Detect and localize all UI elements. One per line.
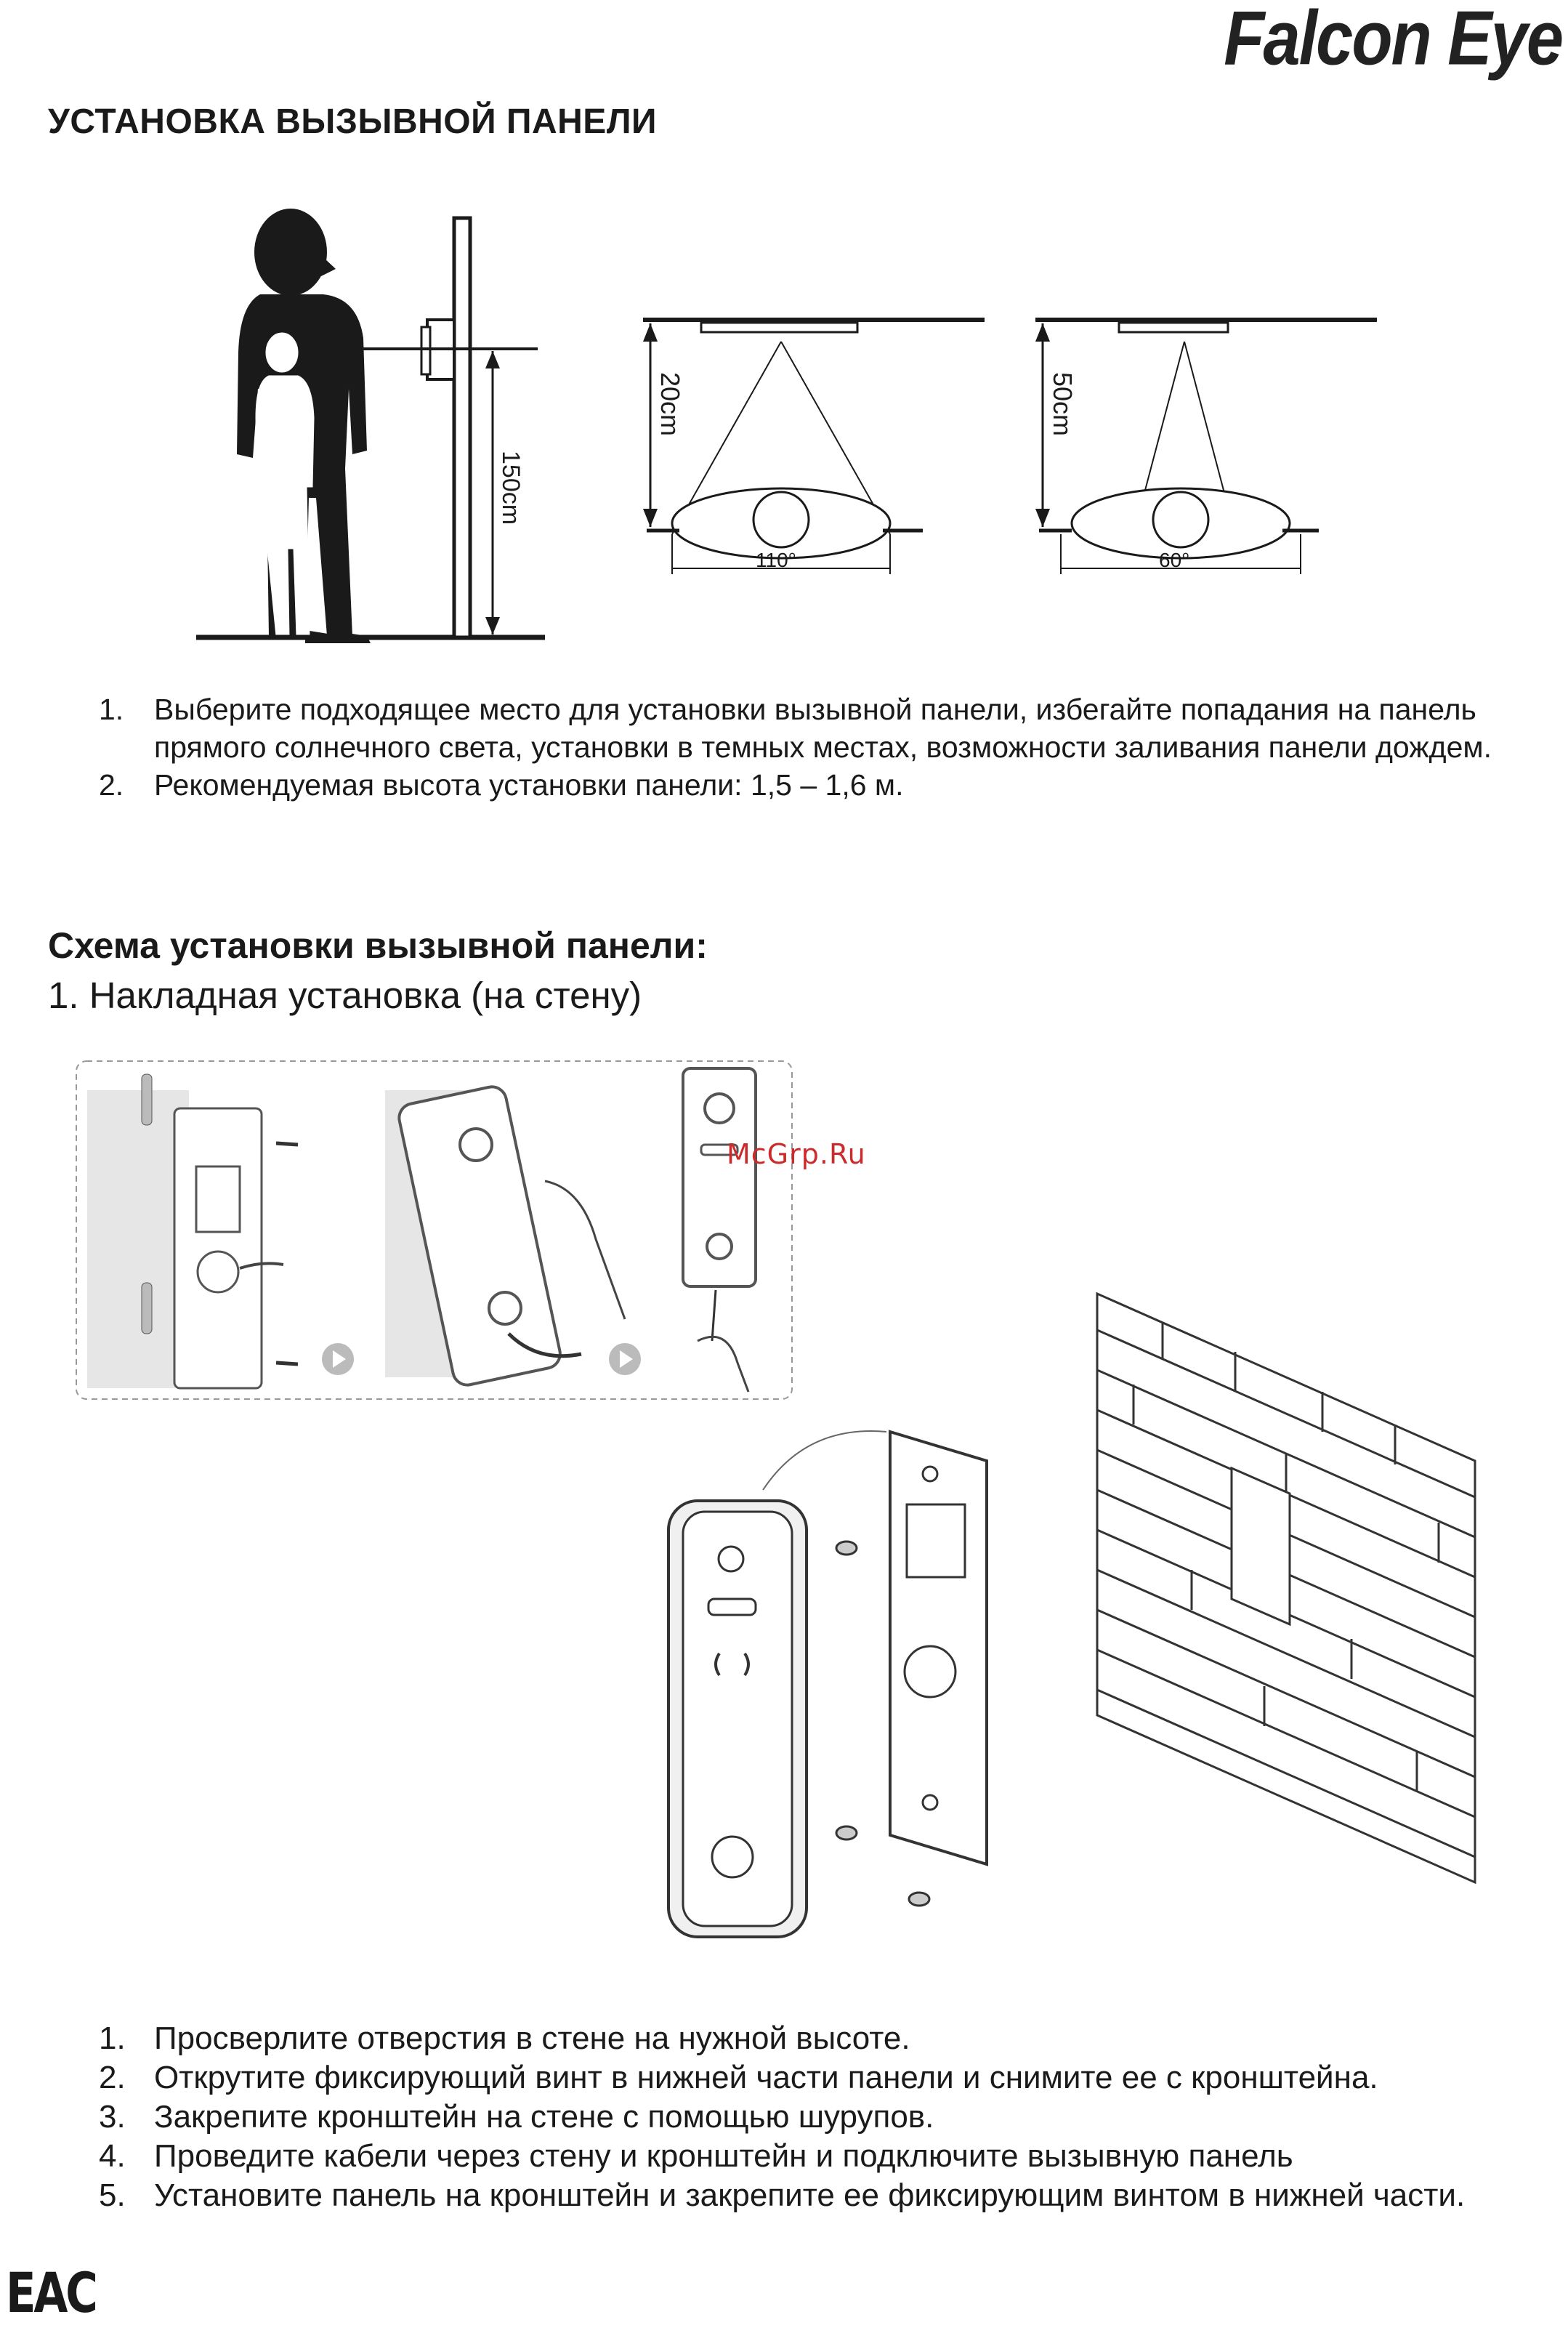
scheme-subtitle: 1. Накладная установка (на стену) bbox=[48, 975, 642, 1016]
intercom-panel bbox=[668, 1501, 807, 1937]
placement-instructions bbox=[51, 690, 1519, 804]
list-item: 2. Открутите фиксирующий винт в нижней части панели и снимите ее с кронштейна. bbox=[99, 2060, 1378, 2095]
list-item: 5. Установите панель на кронштейн и закрепите ее фиксирующим винтом в нижней части. bbox=[99, 2177, 1466, 2213]
watermark: McGrp.Ru bbox=[727, 1138, 866, 1170]
page-title: УСТАНОВКА ВЫЗЫВНОЙ ПАНЕЛИ bbox=[48, 102, 657, 141]
mounting-bracket bbox=[890, 1432, 987, 1864]
brand-word-2: Eye bbox=[1447, 0, 1562, 81]
mounting-height-illustration bbox=[196, 207, 559, 650]
call-button-icon bbox=[712, 1837, 753, 1877]
angle-label-2: 60° bbox=[1159, 549, 1190, 571]
list-item: 2. Рекомендуемая высота установки панели: 1,5 – 1,6 м. bbox=[99, 768, 904, 802]
installation-steps bbox=[51, 2019, 1519, 2215]
list-item: 1. Выберите подходящее место для установки вызывной панели, избегайте попадания на панель прямого солнечного света, установки в темных местах, возможности заливания панели дождем. bbox=[99, 693, 1492, 764]
list-item: 3. Закрепите кронштейн на стене с помощью шурупов. bbox=[99, 2099, 934, 2135]
brand-word-1: Falcon bbox=[1224, 0, 1431, 81]
exploded-mount-illustration bbox=[639, 1279, 1482, 1970]
distance-label-2: 50cm bbox=[1048, 372, 1078, 437]
eac-mark-icon: EAC bbox=[6, 2260, 96, 2325]
wall-opening bbox=[1232, 1468, 1290, 1624]
wall bbox=[454, 218, 470, 637]
view-angle-diagram-1 bbox=[636, 313, 992, 581]
view-angle-diagram-2 bbox=[1028, 313, 1384, 581]
angle-label-1: 110° bbox=[756, 549, 796, 571]
list-item: 1. Просверлите отверстия в стене на нужной высоте. bbox=[99, 2020, 910, 2056]
list-item: 4. Проведите кабели через стену и кронштейн и подключите вызывную панель bbox=[99, 2138, 1293, 2174]
distance-label-1: 20cm bbox=[655, 372, 685, 437]
height-label: 150cm bbox=[497, 451, 525, 525]
camera-icon bbox=[719, 1547, 743, 1571]
brand-logo bbox=[1224, 0, 1562, 81]
scheme-title: Схема установки вызывной панели: bbox=[48, 925, 708, 966]
